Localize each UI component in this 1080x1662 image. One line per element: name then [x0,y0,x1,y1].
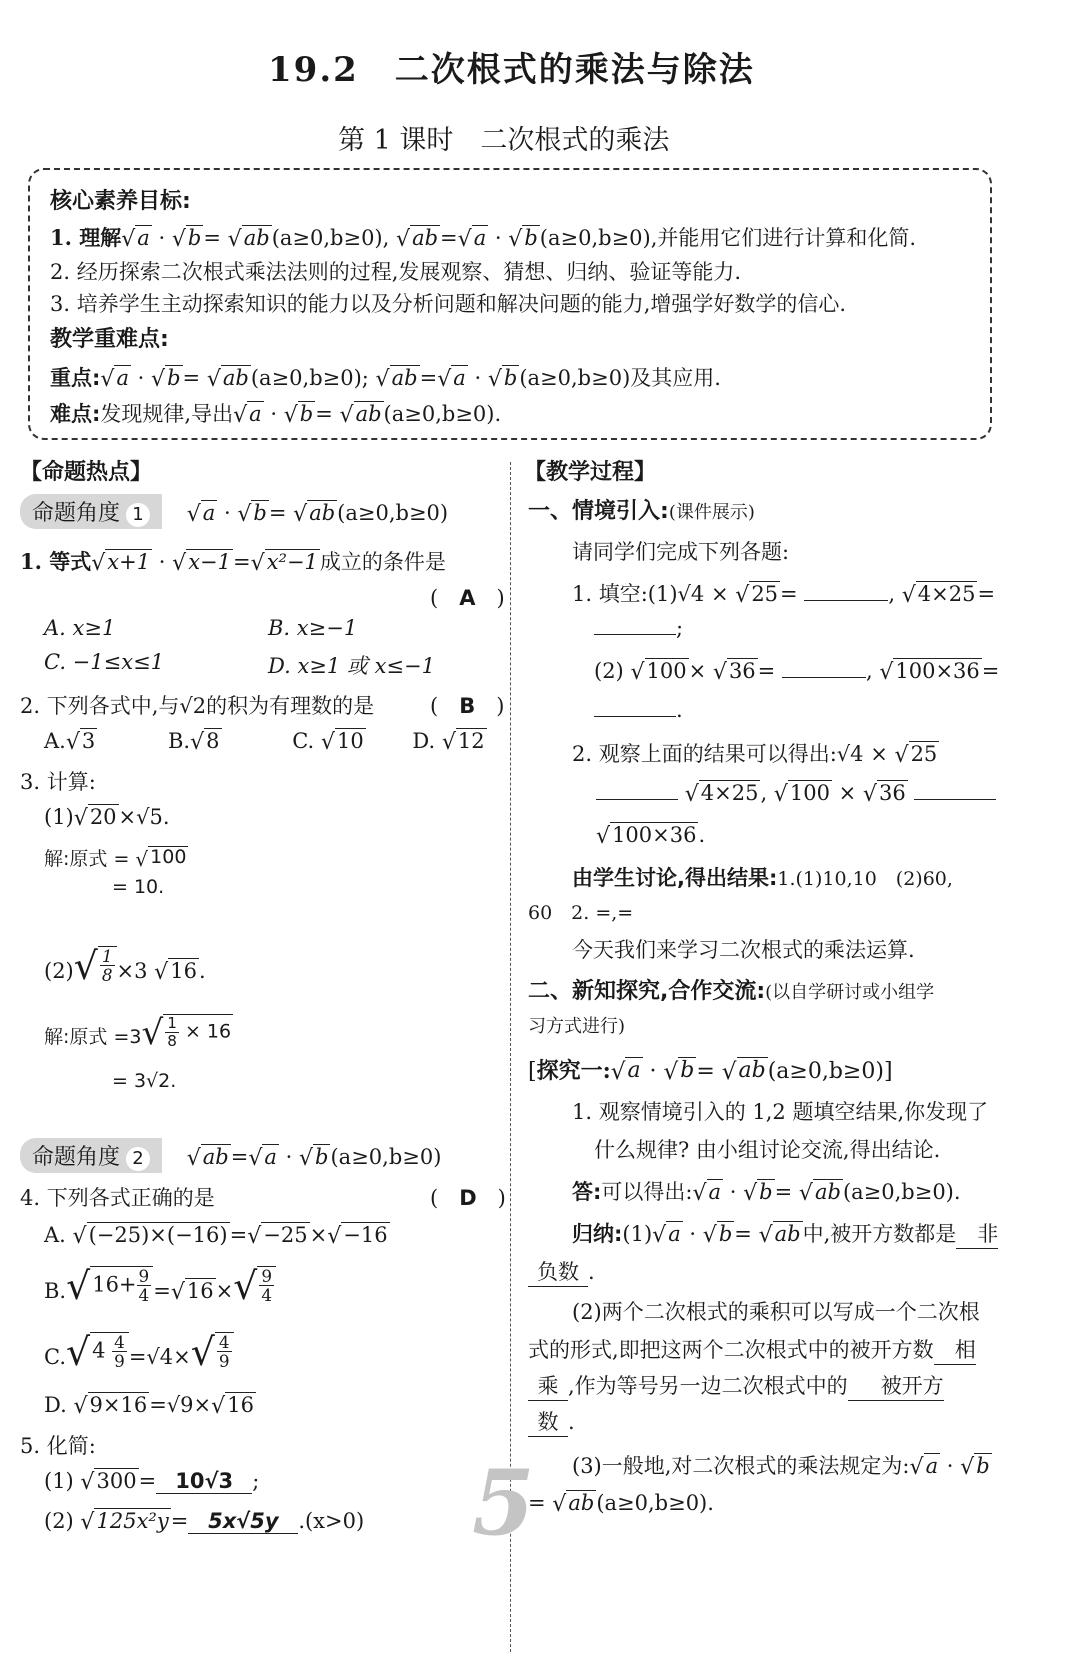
question-1: 1. 等式 √ x+1 · √ x−1 = √ x²−1 成立的条件是 [20,549,446,576]
summary-2d: 数 . [528,1406,575,1437]
fill-2: (2) √ 100 × √ 36 = , √ 100×36 = [594,659,1000,686]
page-number: 5 [472,1450,535,1556]
question-4: 4. 下列各式正确的是 [20,1186,215,1210]
q4-option-c: C. √ 4 $\frac{4}{9}$ =√4× √ $\frac{4}{9}$ [44,1332,234,1371]
angle-1-tag: 命题角度 1 [20,494,162,529]
discussion: 由学生讨论,得出结果:1.(1)10,10 (2)60, [572,866,953,890]
key-label: 重点: [50,366,101,390]
summary-2c: 乘 ,作为等号另一边二次根式中的 被开方 [528,1370,944,1401]
question-2-answer: ( B ) [430,694,505,718]
observe-line: 2. 观察上面的结果可以得出:√4 × √ 25 [572,741,938,768]
q3-part2: (2) √ $\frac{1}{8}$ ×3 √ 16 . [44,944,206,989]
summary-3: (3)一般地,对二次根式的乘法规定为: √ a · √ b [572,1453,990,1480]
fill-1-blank: ; [594,616,683,640]
q3-solution-1-result: = 10. [112,876,165,898]
question-4-answer: ( D ) [430,1186,506,1210]
question-2: 2. 下列各式中,与√2的积为有理数的是 [20,694,375,718]
goal-1-cond: (a≥0,b≥0), [271,226,390,250]
summary-2b: 式的形式,即把这两个二次根式中的被开方数 相 [528,1334,976,1365]
q1-option-c: C. −1≤x≤1 [44,650,165,674]
key-point: 重点: √ a · √ b = √ ab (a≥0,b≥0); √ ab = √ a · √ b (a≥0,b≥0)及其应用. [50,365,721,392]
angle-2-num: 2 [126,1147,150,1171]
question-3: 3. 计算: [20,770,96,794]
summary-3b: = √ ab (a≥0,b≥0). [528,1491,714,1518]
question-1-answer: ( A ) [430,586,505,610]
right-section-title: 【教学过程】 [524,460,657,485]
chapter-title: 19.2 二次根式的乘法与除法 [268,50,755,90]
q3-solution-2-result: = 3√2. [112,1070,177,1092]
q4-option-a: A. √ (−25)×(−16) = √ −25 × √ −16 [44,1223,388,1250]
diff-label: 难点: [50,402,101,426]
explore-1-heading: [探究一: √ a · √ b = √ ab (a≥0,b≥0)] [528,1057,893,1085]
fill-1: 1. 填空:(1)√4 × √ 25 = , √ 4×25 = [572,581,996,608]
q1-option-a: A. x≥1 [44,616,116,640]
goal-1-prefix: 1. 理解 [50,225,122,250]
q3-solution-1: 解:原式 = √ 100 [44,846,187,871]
section-2-heading: 二、新知探究,合作交流:(以自学研讨或小组学 [528,979,935,1004]
angle-1-num: 1 [126,503,150,527]
goal-1-suffix: ,并能用它们进行计算和化简. [650,226,917,250]
observe-line-2: √ 4×25 , √ 100 × √ 36 [596,780,996,805]
explore-1-answer: 答:可以得出: √ a · √ b = √ ab (a≥0,b≥0). [572,1179,961,1206]
angle-2-tag: 命题角度 2 [20,1138,162,1173]
angle-1-row: 命题角度 1 √ a · √ b = √ ab (a≥0,b≥0) [20,494,448,529]
key-suffix: 及其应用. [630,366,721,390]
q3-part1: (1) √ 20 ×√5. [44,805,170,832]
q2-options: A. √ 3 B. √ 8 C. √ 10 D. √ 12 [44,729,485,756]
intro-text: 请同学们完成下列各题: [572,540,790,564]
fill-2-blank: . [594,698,683,722]
q4-option-b: B. √ 16+ $\frac{9}{4}$ = √ 16 × √ $\frac{9}{4}$ [44,1266,276,1305]
observe-line-3: √ 100×36 . [596,823,706,850]
left-section-title: 【命题热点】 [20,460,153,485]
goals-heading: 核心素养目标: [50,189,191,214]
summary-1b: 负数 . [528,1256,595,1287]
goal-2: 2. 经历探索二次根式乘法法则的过程,发展观察、猜想、归纳、验证等能力. [50,260,742,284]
angle-2-row: 命题角度 2 √ ab = √ a · √ b (a≥0,b≥0) [20,1138,441,1173]
difficult-point: 难点:发现规律,导出 √ a · √ b = √ ab (a≥0,b≥0). [50,401,502,428]
diff-text: 发现规律,导出 [100,402,234,426]
section-2-note: 习方式进行) [528,1016,626,1037]
q3-solution-2: 解:原式 =3 √ $\frac{1}{8}$ × 16 [44,1013,232,1054]
goal-3: 3. 培养学生主动探索知识的能力以及分析问题和解决问题的能力,增强学好数学的信心. [50,292,847,316]
lesson-title: 第 1 课时 二次根式的乘法 [338,125,670,156]
question-5: 5. 化简: [20,1434,96,1458]
summary-1: 归纳:(1) √ a · √ b = √ ab 中,被开方数都是 非 [572,1218,998,1249]
goal-1: 1. 理解 √ a · √ b = √ ab (a≥0,b≥0), √ ab = √ a · √ b (a≥0,b≥0),并能用它们进行计算和化简. [50,225,917,252]
q5-part1: (1) √ 300 = 10√3 ; [44,1469,260,1496]
section-1-heading: 一、情境引入:(课件展示) [528,499,755,524]
q1-option-b: B. x≥−1 [268,616,358,640]
q5-part2: (2) √ 125x²y = 5x√5y .(x>0) [44,1509,365,1536]
explore-1-q2: 什么规律? 由小组讨论交流,得出结论. [594,1138,941,1162]
today-text: 今天我们来学习二次根式的乘法运算. [572,938,915,962]
summary-2: (2)两个二次根式的乘积可以写成一个二次根 [572,1300,980,1324]
key-heading: 教学重难点: [50,327,169,352]
q1-option-d: D. x≥1 或 x≤−1 [268,654,435,678]
q4-option-d: D. √ 9×16 =√9× √ 16 [44,1393,254,1420]
explore-1-q: 1. 观察情境引入的 1,2 题填空结果,你发现了 [572,1100,989,1124]
discussion-2: 60 2. =,= [528,902,634,924]
